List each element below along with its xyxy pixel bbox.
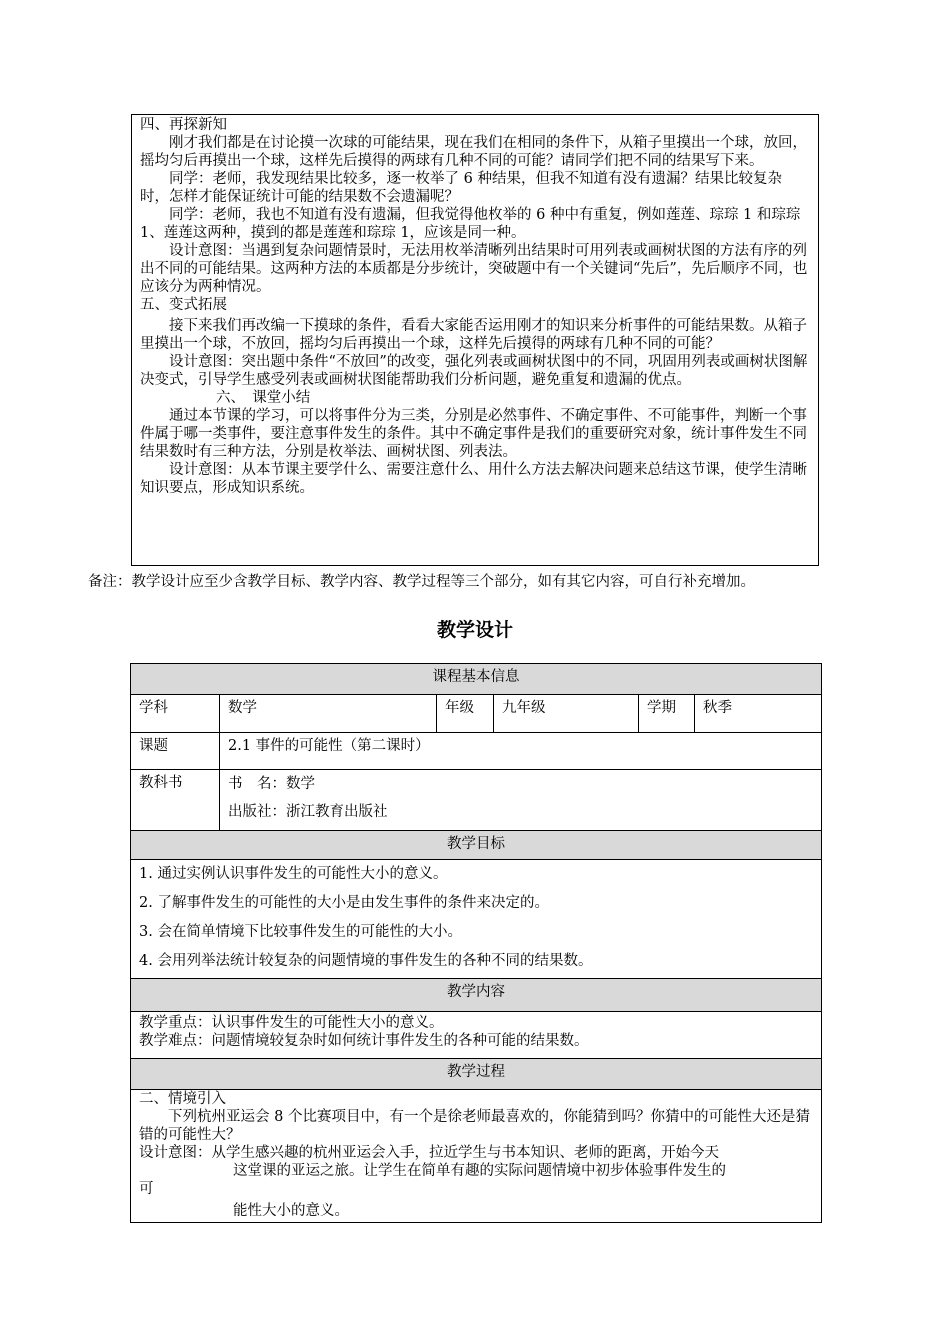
grade-label: 年级: [437, 695, 494, 733]
course-info-table: [130, 663, 822, 1223]
paragraph: 下列杭州亚运会 8 个比赛项目中，有一个是徐老师最喜欢的，你能猜到吗？你猜中的可能性大还是猜错的可能性大？: [139, 1109, 810, 1143]
design-intent-line: 可: [139, 1181, 154, 1197]
term-value: 秋季: [695, 695, 822, 733]
paragraph: 同学：老师，我也不知道有没有遗漏，但我觉得他枚举的 6 种中有重复，例如莲莲、琮琮 1 和琮琮 1、莲莲这两种，摸到的都是莲莲和琮琮 1，应该是同一种。: [140, 207, 801, 241]
design-intent-line: 这堂课的亚运之旅。让学生在简单有趣的实际问题情境中初步体验事件发生的: [233, 1163, 726, 1179]
topic-value: 2.1 事件的可能性（第二课时）: [220, 733, 822, 770]
section-heading-6: 六、 课堂小结: [216, 390, 311, 406]
publisher: 出版社：浙江教育出版社: [228, 804, 388, 820]
book-name: 书 名：数学: [228, 776, 315, 792]
process-cell: [131, 1090, 822, 1223]
design-intent-line: 能性大小的意义。: [233, 1203, 349, 1219]
key-point: 教学重点：认识事件发生的可能性大小的意义。: [139, 1015, 444, 1031]
subject-value: 数学: [220, 695, 437, 733]
paragraph: 通过本节课的学习，可以将事件分为三类，分别是必然事件、不确定事件、不可能事件，判断一个事件属于哪一类事件，要注意事件发生的条件。其中不确定事件是我们的重要研究对象，统计事件发生不同结果数时有三种方法，分别是枚举法、画树状图、列表法。: [140, 408, 807, 460]
content-cell: [131, 1012, 822, 1059]
paragraph: 同学：老师，我发现结果比较多，逐一枚举了 6 种结果，但我不知道有没有遗漏？结果比较复杂时，怎样才能保证统计可能的结果数不会遗漏呢？: [140, 171, 782, 205]
paragraph: 刚才我们都是在讨论摸一次球的可能结果，现在我们在相同的条件下，从箱子里摸出一个球，放回，摇均匀后再摸出一个球，这样先后摸得的两球有几种不同的可能？请同学们把不同的结果写下来。: [140, 135, 807, 169]
process-heading: 教学过程: [131, 1059, 822, 1090]
difficult-point: 教学难点：问题情境较复杂时如何统计事件发生的各种可能的结果数。: [139, 1033, 589, 1049]
paragraph: 接下来我们再改编一下摸球的条件，看看大家能否运用刚才的知识来分析事件的可能结果数。从箱子里摸出一个球，不放回，摇均匀后再摸出一个球，这样先后摸得的两球有几种不同的可能？: [140, 318, 807, 352]
term-label: 学期: [639, 695, 695, 733]
goal-item: 2. 了解事件发生的可能性的大小是由发生事件的条件来决定的。: [139, 895, 549, 911]
design-intent-paragraph: 设计意图：突出题中条件“不放回”的改变，强化列表或画树状图中的不同，巩固用列表或画树状图解决变式，引导学生感受列表或画树状图能帮助我们分析问题，避免重复和遗漏的优点。: [140, 354, 808, 388]
subject-label: 学科: [131, 695, 220, 733]
document-title: 教学设计: [436, 619, 513, 641]
content-heading: 教学内容: [131, 979, 822, 1012]
grade-value: 九年级: [494, 695, 639, 733]
topic-label: 课题: [131, 733, 220, 770]
section-heading-5: 五、变式拓展: [140, 297, 227, 313]
design-intent-paragraph: 设计意图：从本节课主要学什么、需要注意什么、用什么方法去解决问题来总结这节课，使学生清晰知识要点，形成知识系统。: [140, 462, 807, 496]
goal-item: 1. 通过实例认识事件发生的可能性大小的意义。: [139, 866, 448, 882]
textbook-label: 教科书: [131, 770, 220, 831]
process-section-heading: 二、情境引入: [139, 1091, 226, 1107]
goal-item: 3. 会在简单情境下比较事件发生的可能性的大小。: [139, 924, 462, 940]
section-heading-4: 四、再探新知: [140, 117, 227, 133]
basic-info-heading: 课程基本信息: [131, 664, 822, 695]
goals-heading: 教学目标: [131, 831, 822, 860]
footnote: 备注：教学设计应至少含教学目标、教学内容、教学过程等三个部分，如有其它内容，可自行补充增加。: [88, 574, 755, 590]
process-continued-box: [131, 114, 819, 566]
design-intent-line: 设计意图：从学生感兴趣的杭州亚运会入手，拉近学生与书本知识、老师的距离，开始今天: [139, 1145, 719, 1161]
goals-list: [131, 860, 822, 979]
goal-item: 4. 会用列举法统计较复杂的问题情境的事件发生的各种不同的结果数。: [139, 953, 593, 969]
design-intent-paragraph: 设计意图：当遇到复杂问题情景时，无法用枚举清晰列出结果时可用列表或画树状图的方法有序的列出不同的可能结果。这两种方法的本质都是分步统计，突破题中有一个关键词“先后”，先后顺序不同，也应该分为两种情况。: [140, 243, 808, 295]
textbook-value: [220, 770, 822, 831]
